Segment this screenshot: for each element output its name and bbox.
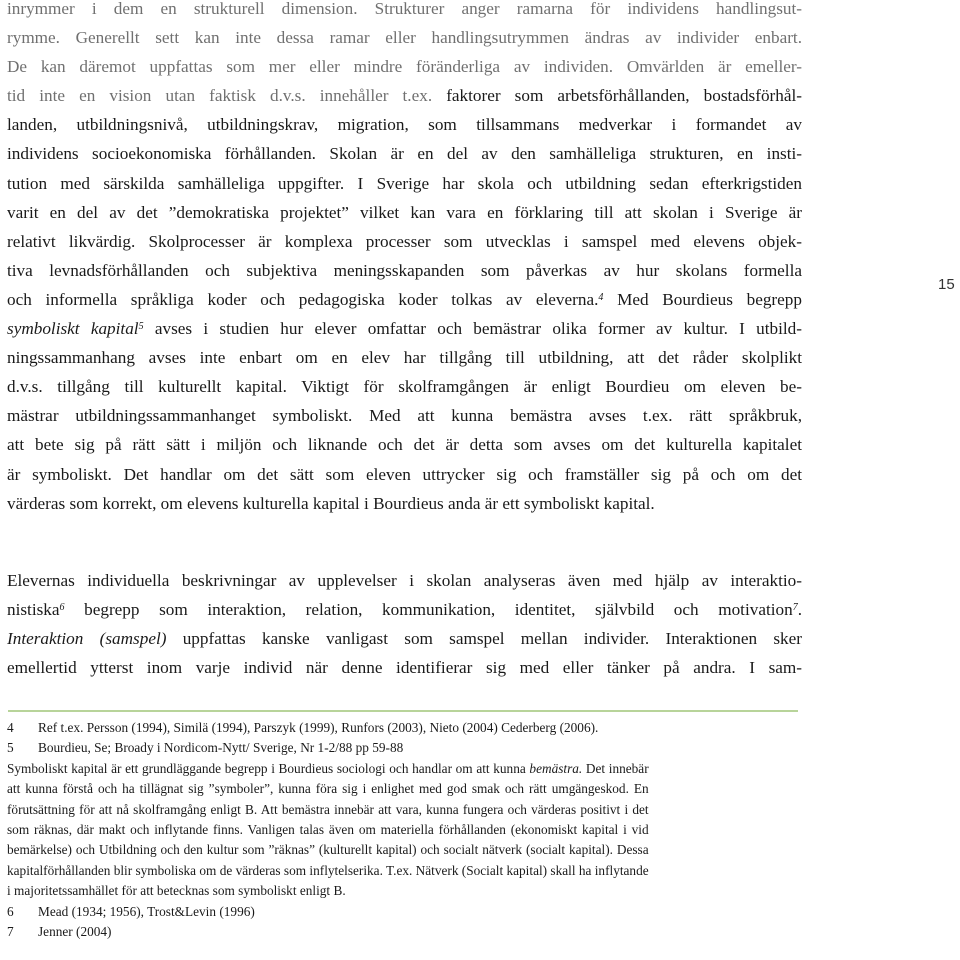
text-line: mästrar utbildningssammanhanget symboliskt. Med att kunna bemästra avses t.ex. rätt språkbruk, — [7, 406, 802, 426]
footnote-line: bemärkelse) och Utbildning och den kultur som ”räknas” (kulturellt kapital) och socialt nätverk (socialt kapital). Dessa — [7, 842, 649, 858]
text-line — [7, 169, 802, 198]
footnote-6 — [7, 902, 802, 922]
text-line: d.v.s. tillgång till kulturellt kapital. Viktigt för skolframgången är enligt Bourdieu om eleven be- — [7, 377, 802, 397]
footnote-number: 7 — [7, 924, 14, 940]
footnote-5 — [7, 738, 802, 758]
footnote-ref-4[interactable]: 4 — [598, 291, 604, 303]
footnote-line — [7, 759, 649, 779]
footnote-line: i majoritetssamhället för att betecknas som symboliskt enligt B. — [7, 883, 346, 899]
footnotes — [7, 718, 802, 942]
text-line: varit en del av det ”demokratiska projektet” vilket kan vara en förklaring till att skolan i Sverige är — [7, 202, 802, 222]
main-text — [7, 0, 802, 682]
term-bemastra: bemästra. — [529, 760, 583, 776]
text-fragment: relativt likvärdig. — [7, 231, 136, 251]
text-line: att bete sig på rätt sätt i miljön och liknande och det är detta som avses om det kulturella kapitalet — [7, 435, 802, 455]
footnote-number: 4 — [7, 720, 14, 735]
footnote-line: förutsättning för att nå skolframgång enligt B. Att bemästra innebär att vara, kunna fungera och värderas positivt i det — [7, 801, 649, 817]
footnote-ref-5[interactable]: 5 — [138, 321, 144, 333]
text-fragment: Skolprocesser är komplexa processer som utvecklas i samspel med elevens objek- — [135, 231, 802, 251]
text-line: Elevernas individuella beskrivningar av upplevelser i skolan analyseras även med hjälp av interaktio- — [7, 570, 802, 590]
text-fragment: Med Bourdieus begrepp — [603, 289, 802, 309]
footnote-ref-6[interactable]: 6 — [59, 601, 65, 613]
text-fragment: Symboliskt kapital är ett grundläggande begrepp i Bourdieus sociologi och handlar om att kunna — [7, 760, 530, 776]
text-line — [7, 285, 802, 314]
term-interaktion: Interaktion (samspel) — [7, 628, 167, 648]
text-fragment: . — [797, 599, 802, 619]
footnote-line: att kunna förstå och ha tillägnat sig ”symboler”, kunna föra sig i enlighet med god smak och rätt umgängeskod. En — [7, 781, 649, 797]
text-fragment: avses i studien hur elever omfattar och bemästrar olika former av kultur. I utbild- — [143, 319, 802, 339]
footnote-text: Ref t.ex. Persson (1994), Similä (1994), Parszyk (1999), Runfors (2003), Nieto (2004) Cederberg (2006). — [38, 720, 599, 735]
text-line: inrymmer i dem en strukturell dimension. Strukturer anger ramarna för individens handlingsut- — [7, 0, 802, 18]
text-fragment: tid inte en vision utan faktisk d.v.s. innehåller t.ex. — [7, 86, 433, 106]
text-line: värderas som korrekt, om elevens kulturella kapital i Bourdieus anda är ett symboliskt kapital. — [7, 493, 655, 513]
footnote-7 — [7, 922, 802, 942]
text-fragment: begrepp som interaktion, relation, kommunikation, identitet, självbild och motivation — [64, 599, 793, 619]
text-fragment: nistiska — [7, 599, 60, 619]
text-line: emellertid ytterst inom varje individ när denne identifierar sig med eller tänker på andra. I sam- — [7, 657, 802, 677]
text-fragment: I Sverige har skola och utbildning sedan efterkrigstiden — [344, 173, 802, 193]
footnote-number: 6 — [7, 903, 14, 919]
text-line: landen, utbildningsnivå, utbildningskrav, migration, som tillsammans medverkar i formandet av — [7, 115, 802, 135]
footnote-text: Jenner (2004) — [38, 924, 112, 940]
footnote-5-continuation — [7, 759, 802, 902]
footnote-line: som räknas, där makt och inflytande finns. Vanligen talas även om materiella förhållanden (ekonomiskt kapital i vid — [7, 822, 649, 838]
text-fragment: tution med särskilda samhälleliga uppgifter. — [7, 173, 345, 193]
text-line — [7, 624, 802, 653]
text-fragment: och informella språkliga koder och pedagogiska koder tolkas av eleverna. — [7, 289, 599, 309]
text-line — [7, 81, 802, 110]
text-line: ningssammanhang avses inte enbart om en elev har tillgång till utbildning, att det råder skolplikt — [7, 348, 802, 368]
footnote-line: kapitalförhållanden blir symboliska om de värderas som inflytelserika. T.ex. Nätverk (Socialt kapital) skall ha inflytande — [7, 862, 649, 878]
text-line: tiva levnadsförhållanden och subjektiva meningsskapanden som påverkas av hur skolans formella — [7, 260, 802, 280]
footnote-number: 5 — [7, 740, 14, 756]
page-number: 15 — [938, 276, 955, 293]
footnote-text: Bourdieu, Se; Broady i Nordicom-Nytt/ Sverige, Nr 1-2/88 pp 59-88 — [38, 740, 404, 756]
footnote-ref-7[interactable]: 7 — [792, 601, 798, 613]
text-line — [7, 595, 802, 624]
text-line: De kan däremot uppfattas som mer eller mindre föränderliga av individen. Omvärlden är emeller- — [7, 57, 802, 77]
paragraph-2 — [7, 566, 802, 682]
text-line — [7, 314, 802, 343]
term-symboliskt-kapital: symboliskt kapital — [7, 319, 139, 339]
text-line — [7, 227, 802, 256]
text-fragment: Det innebär — [582, 760, 649, 776]
text-line: individens socioekonomiska förhållanden. Skolan är en del av den samhälleliga strukturen, en insti- — [7, 144, 802, 164]
text-fragment: uppfattas kanske vanligast som samspel mellan individer. Interaktionen sker — [166, 628, 802, 648]
paragraph-1 — [7, 0, 802, 518]
footnote-divider — [8, 710, 798, 712]
text-fragment: faktorer som arbetsförhållanden, bostadsförhål- — [432, 86, 802, 106]
footnote-4 — [7, 718, 802, 738]
text-line: rymme. Generellt sett kan inte dessa ramar eller handlingsutrymmen ändras av individer enbart. — [7, 28, 802, 48]
text-line: är symboliskt. Det handlar om det sätt som eleven uttrycker sig och framställer sig på och om det — [7, 464, 802, 484]
footnote-text: Mead (1934; 1956), Trost&Levin (1996) — [38, 903, 255, 919]
